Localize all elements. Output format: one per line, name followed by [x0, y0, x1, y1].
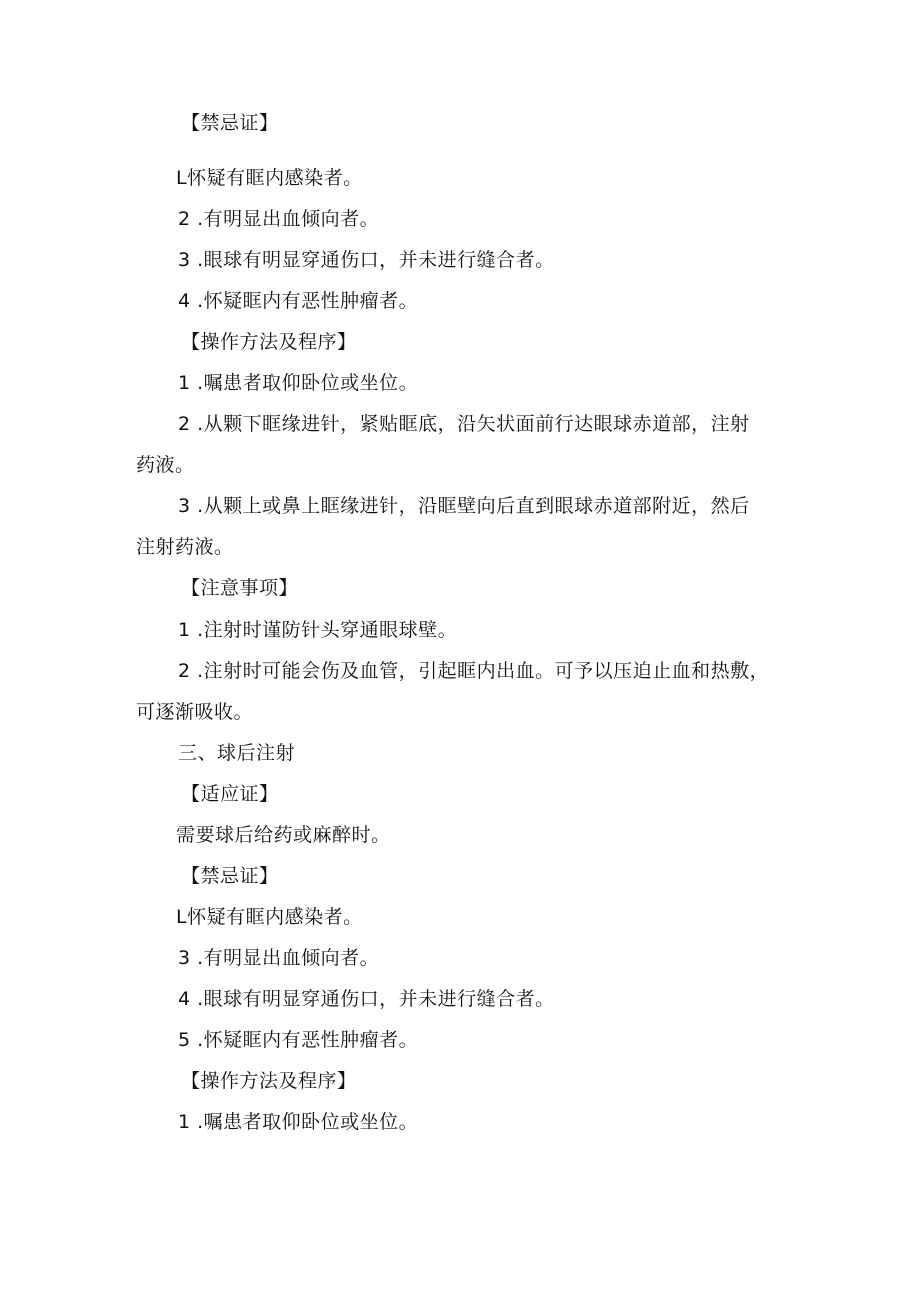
contraindication-item: 3 .有明显出血倾向者。	[178, 947, 380, 969]
heading-procedure: 【操作方法及程序】	[181, 331, 357, 353]
contraindication-item: 3 .眼球有明显穿通伤口，并未进行缝合者。	[178, 249, 555, 271]
procedure-item: 2 .从颗下眶缘进针，紧贴眶底，沿矢状面前行达眼球赤道部，注射	[178, 413, 750, 435]
heading-contraindications: 【禁忌证】	[181, 865, 279, 887]
note-item: 1 .注射时谨防针头穿通眼球壁。	[178, 619, 458, 641]
contraindication-item: L怀疑有眶内感染者。	[176, 906, 363, 928]
section-title: 三、球后注射	[178, 742, 296, 764]
procedure-item: 3 .从颗上或鼻上眶缘进针，沿眶壁向后直到眼球赤道部附近，然后	[178, 495, 750, 517]
contraindication-item: 5 .怀疑眶内有恶性肿瘤者。	[178, 1029, 419, 1051]
heading-notes: 【注意事项】	[181, 577, 299, 599]
contraindication-item: 2 .有明显出血倾向者。	[178, 208, 380, 230]
procedure-item-continuation: 注射药液。	[136, 536, 234, 558]
contraindication-item: 4 .眼球有明显穿通伤口，并未进行缝合者。	[178, 988, 555, 1010]
procedure-item: 1 .嘱患者取仰卧位或坐位。	[178, 372, 419, 394]
procedure-item-continuation: 药液。	[136, 454, 195, 476]
note-item-continuation: 可逐渐吸收。	[136, 701, 254, 723]
note-item: 2 .注射时可能会伤及血管，引起眶内出血。可予以压迫止血和热敷，	[178, 660, 770, 682]
contraindication-item: 4 .怀疑眶内有恶性肿瘤者。	[178, 290, 419, 312]
heading-indications: 【适应证】	[181, 783, 279, 805]
heading-contraindications: 【禁忌证】	[181, 112, 279, 134]
heading-procedure: 【操作方法及程序】	[181, 1070, 357, 1092]
indication-text: 需要球后给药或麻醉时。	[176, 824, 391, 846]
contraindication-item: L怀疑有眶内感染者。	[176, 167, 363, 189]
procedure-item: 1 .嘱患者取仰卧位或坐位。	[178, 1111, 419, 1133]
